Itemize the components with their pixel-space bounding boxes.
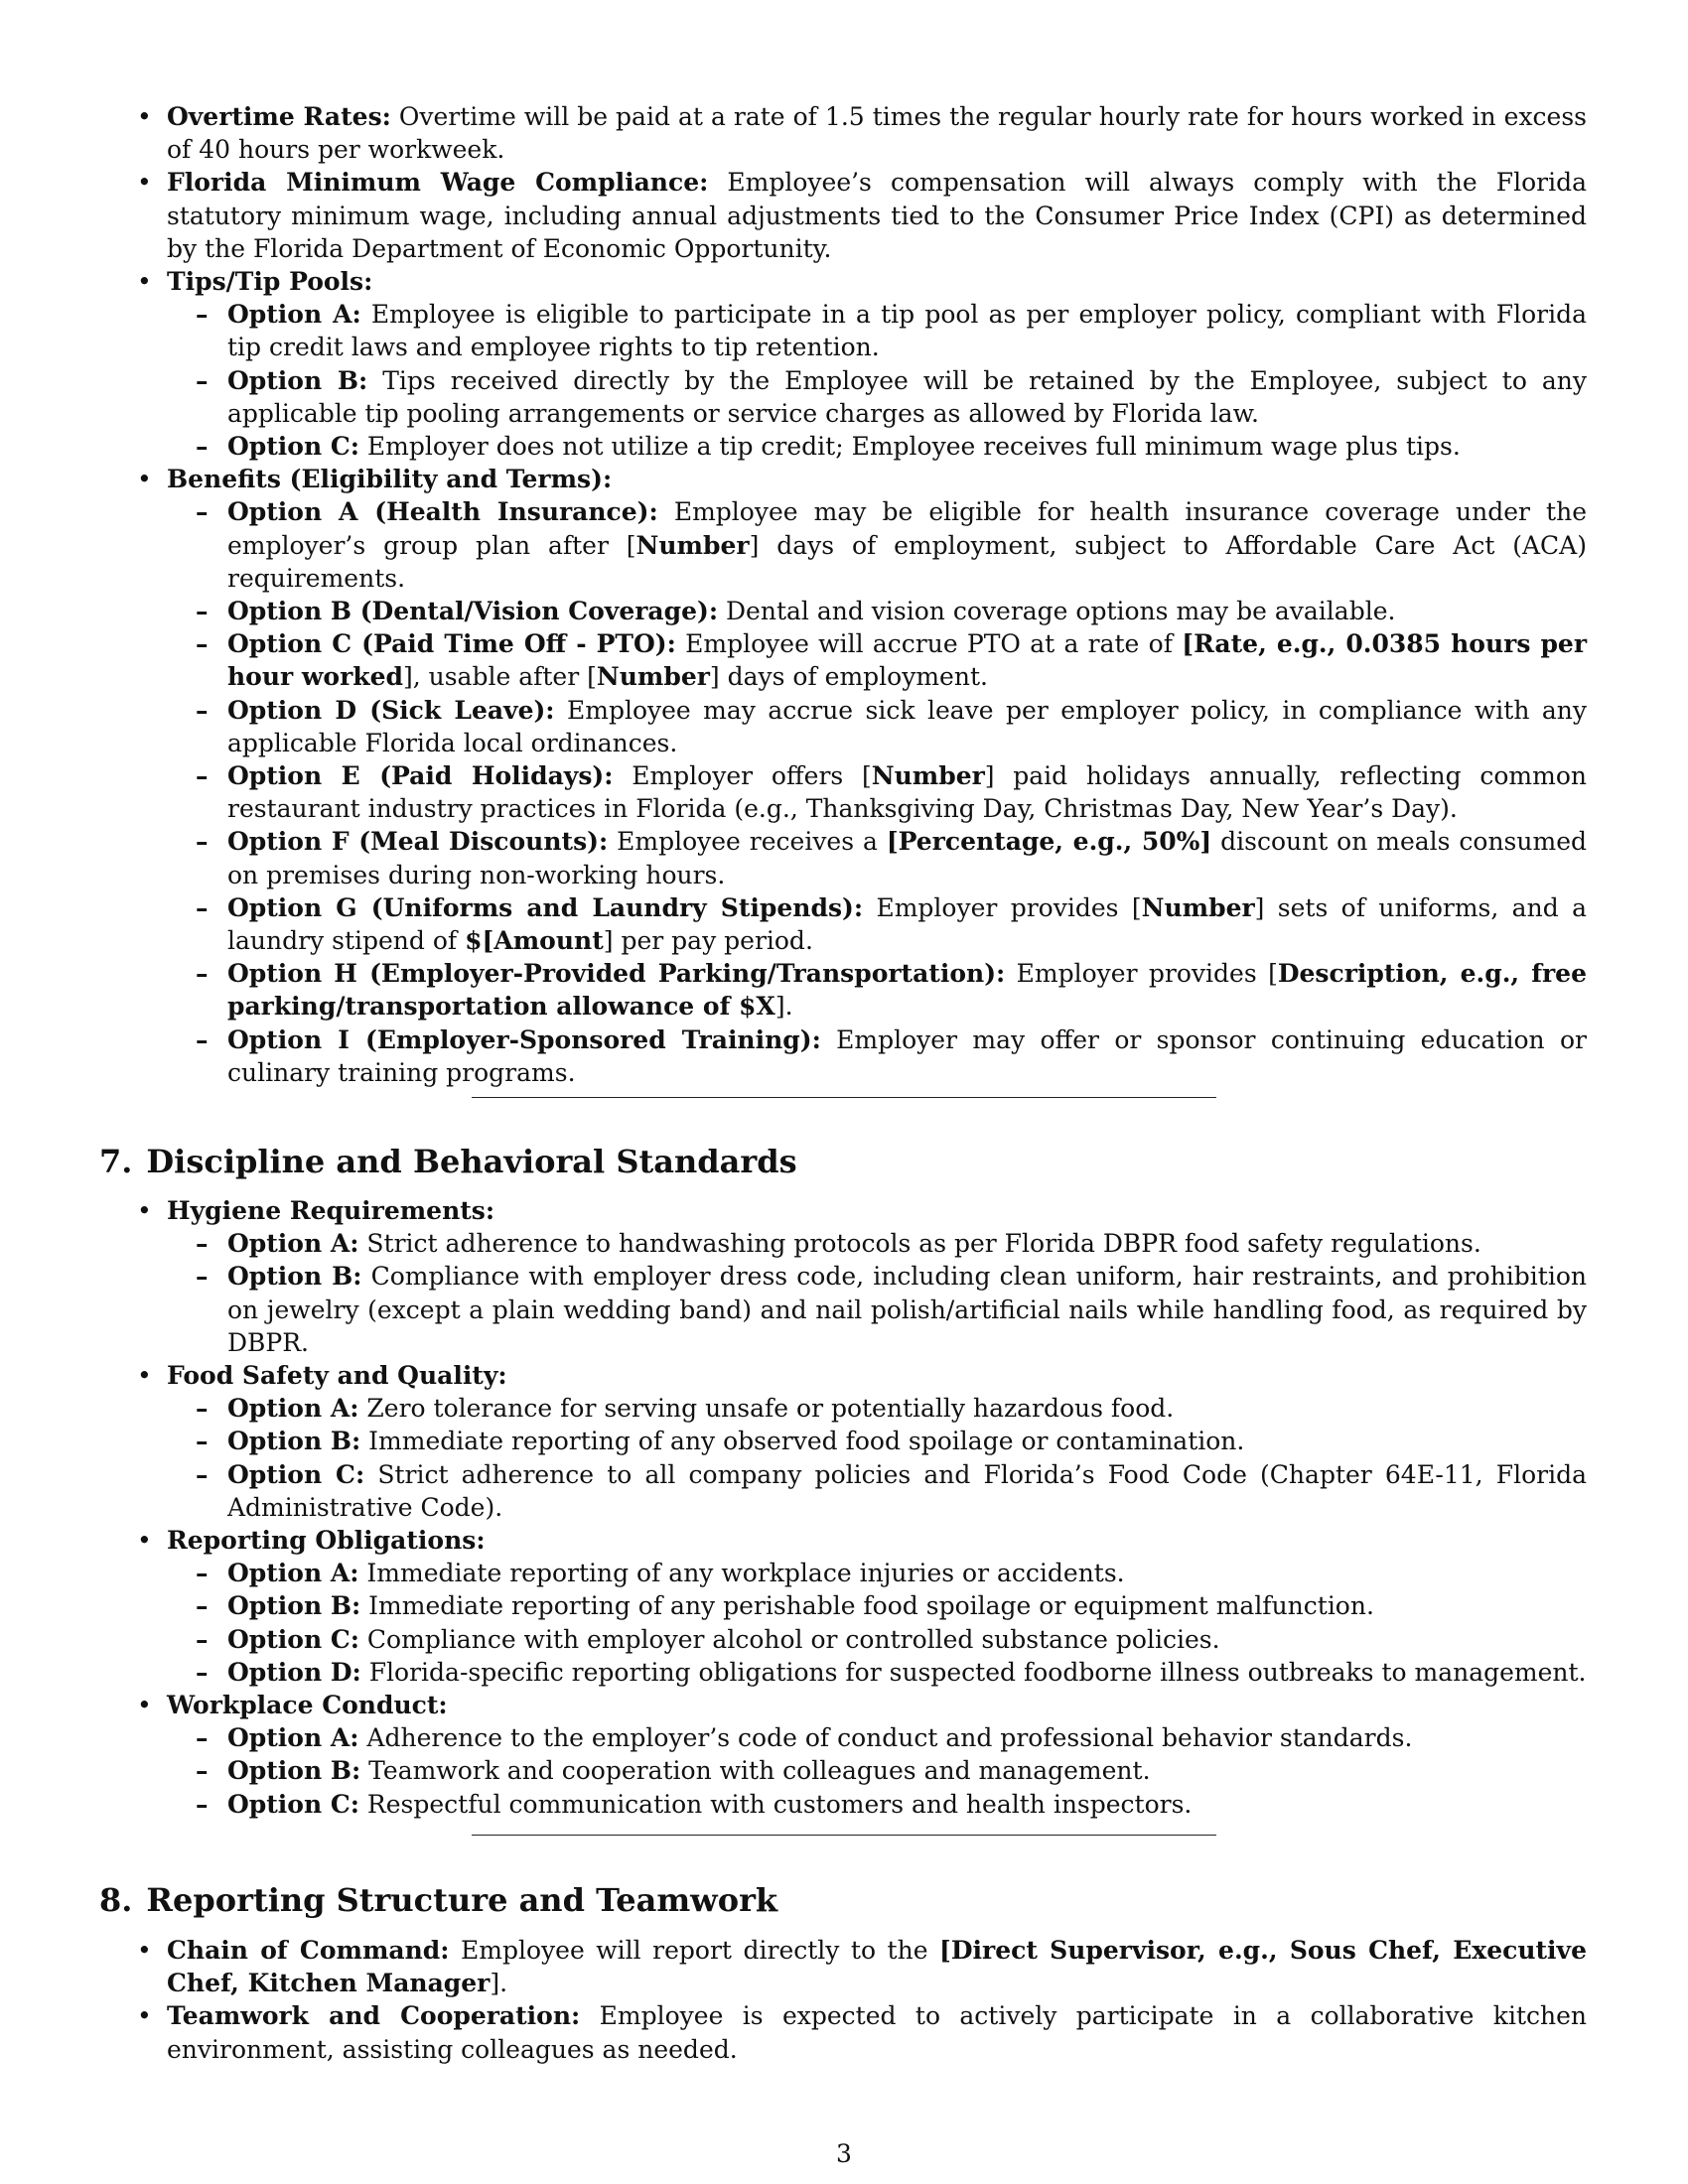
reporting-options: [167, 1557, 1587, 1689]
section-7-content: [167, 1194, 1587, 1821]
list-item: – Option A (Health Insurance): Employee may be eligible for health insurance coverage under the employer’s group plan after [Number] days of employment, subject to Affordable Care Act (ACA) requirements.: [227, 495, 1587, 595]
list-item: – Option C: Respectful communication with customers and health inspectors.: [227, 1788, 1587, 1821]
list-item-minimum-wage: • Florida Minimum Wage Compliance: Employee’s compensation will always comply with the Florida statutory minimum wage, including annual adjustments tied to the Consumer Price Index (CPI) as determined by the Florida Department of Economic Opportunity.: [167, 166, 1587, 265]
section-heading-7: 7. Discipline and Behavioral Standards: [99, 1143, 797, 1180]
list-item: – Option G (Uniforms and Laundry Stipends): Employer provides [Number] sets of uniforms, and a laundry stipend of $[Amount] per pay period.: [227, 891, 1587, 957]
list-item: – Option A: Employee is eligible to participate in a tip pool as per employer policy, compliant with Florida tip credit laws and employee rights to tip retention.: [227, 298, 1587, 363]
list-item-overtime-rates: • Overtime Rates: Overtime will be paid at a rate of 1.5 times the regular hourly rate for hours worked in excess of 40 hours per workweek.: [167, 100, 1587, 166]
list-item: – Option A: Strict adherence to handwashing protocols as per Florida DBPR food safety regulations.: [227, 1227, 1587, 1260]
list-item: – Option D (Sick Leave): Employee may accrue sick leave per employer policy, in compliance with any applicable Florida local ordinances.: [227, 694, 1587, 759]
list-item-tips: • Tips/Tip Pools: – Option A: Employee is eligible to participate in a tip pool as per employer policy, compliant with Florida tip credit laws and employee rights to tip retention. – Option B: Tips received directly by the Employee will be retained by the Employee, subject to any applicable tip pooling arrangements or service charges as allowed by Florida law. – Option C: Employer does not utilize a tip credit; Employee receives full minimum wage plus tips.: [167, 265, 1587, 463]
list-item-benefits: • Benefits (Eligibility and Terms): – Option A (Health Insurance): Employee may be eligible for health insurance coverage under the employer’s group plan after [Number] days of employment, subject to Affordable Care Act (ACA) requirements. – Option B (Dental/Vision Coverage): Dental and vision coverage options may be available. – Option C (Paid Time Off - PTO): Employee will accrue PTO at a rate of [Rate, e.g., 0.0385 hours per hour worked], usable after [Number] days of employment. – Option D (Sick Leave): Employee may accrue sick leave per employer policy, in compliance with any applicable Florida local ordinances. – Option E (Paid Holidays): Employer offers [Number] paid holidays annually, reflecting common restaurant industry practices in Florida (e.g., Thanksgiving Day, Christmas Day, New Year’s Day). – Option F (Meal Discounts): Employee receives a [Percentage, e.g., 50%] discount on meals consumed on premises during non-working hours. – Option G (Uniforms and Laundry Stipends): Employer provides [Number] sets of uniforms, and a laundry stipend of $[Amount] per pay period. – Option H (Employer-Provided Parking/Transportation): Employer provides [Description, e.g., free parking/transportation allowance of $X]. – Option I (Employer-Sponsored Training): Employer may offer or sponsor continuing education or culinary training programs.: [167, 463, 1587, 1089]
page-number: 3: [836, 2139, 852, 2168]
list-item: – Option A: Immediate reporting of any workplace injuries or accidents.: [227, 1557, 1587, 1589]
list-item-chain-of-command: • Chain of Command: Employee will report directly to the [Direct Supervisor, e.g., Sous Chef, Executive Chef, Kitchen Manager].: [167, 1934, 1587, 1999]
discipline-list: [167, 1194, 1587, 1821]
list-item: – Option D: Florida-specific reporting obligations for suspected foodborne illness outbreaks to management.: [227, 1656, 1587, 1689]
list-item-reporting: • Reporting Obligations: – Option A: Immediate reporting of any workplace injuries or accidents. – Option B: Immediate reporting of any perishable food spoilage or equipment malfunction. – Option C: Compliance with employer alcohol or controlled substance policies. – Option D: Florida-specific reporting obligations for suspected foodborne illness outbreaks to management.: [167, 1524, 1587, 1689]
benefits-options: [167, 495, 1587, 1089]
hygiene-options: [167, 1227, 1587, 1359]
list-item: – Option B: Immediate reporting of any observed food spoilage or contamination.: [227, 1425, 1587, 1457]
list-item: – Option I (Employer-Sponsored Training): Employer may offer or sponsor continuing education or culinary training programs.: [227, 1024, 1587, 1089]
list-item: – Option F (Meal Discounts): Employee receives a [Percentage, e.g., 50%] discount on meals consumed on premises during non-working hours.: [227, 825, 1587, 890]
section-heading-8: 8. Reporting Structure and Teamwork: [99, 1881, 778, 1919]
list-item: – Option A: Adherence to the employer’s code of conduct and professional behavior standards.: [227, 1721, 1587, 1754]
section-divider: [472, 1097, 1216, 1098]
food-safety-options: [167, 1392, 1587, 1524]
tips-options: [167, 298, 1587, 463]
section-8-content: [167, 1934, 1587, 2066]
list-item: – Option B: Tips received directly by the Employee will be retained by the Employee, subject to any applicable tip pooling arrangements or service charges as allowed by Florida law.: [227, 364, 1587, 430]
compensation-continued: [167, 100, 1587, 1089]
list-item: – Option B: Immediate reporting of any perishable food spoilage or equipment malfunction.: [227, 1589, 1587, 1622]
list-item: – Option B (Dental/Vision Coverage): Dental and vision coverage options may be available.: [227, 595, 1587, 627]
compensation-list: [167, 100, 1587, 1089]
reporting-structure-list: [167, 1934, 1587, 2066]
list-item-workplace-conduct: • Workplace Conduct: – Option A: Adherence to the employer’s code of conduct and professional behavior standards. – Option B: Teamwork and cooperation with colleagues and management. – Option C: Respectful communication with customers and health inspectors.: [167, 1689, 1587, 1821]
list-item-teamwork: • Teamwork and Cooperation: Employee is expected to actively participate in a collaborative kitchen environment, assisting colleagues as needed.: [167, 1999, 1587, 2065]
list-item: – Option C: Employer does not utilize a tip credit; Employee receives full minimum wage plus tips.: [227, 430, 1587, 463]
list-item-food-safety: • Food Safety and Quality: – Option A: Zero tolerance for serving unsafe or potentially hazardous food. – Option B: Immediate reporting of any observed food spoilage or contamination. – Option C: Strict adherence to all company policies and Florida’s Food Code (Chapter 64E-11, Florida Administrative Code).: [167, 1359, 1587, 1524]
list-item: – Option B: Teamwork and cooperation with colleagues and management.: [227, 1754, 1587, 1787]
list-item: – Option C: Strict adherence to all company policies and Florida’s Food Code (Chapter 64E-11, Florida Administrative Code).: [227, 1458, 1587, 1524]
list-item: – Option B: Compliance with employer dress code, including clean uniform, hair restraints, and prohibition on jewelry (except a plain wedding band) and nail polish/artificial nails while handling food, as required by DBPR.: [227, 1260, 1587, 1359]
list-item: – Option E (Paid Holidays): Employer offers [Number] paid holidays annually, reflecting common restaurant industry practices in Florida (e.g., Thanksgiving Day, Christmas Day, New Year’s Day).: [227, 759, 1587, 825]
list-item: – Option H (Employer-Provided Parking/Transportation): Employer provides [Description, e.g., free parking/transportation allowance of $X].: [227, 957, 1587, 1023]
conduct-options: [167, 1721, 1587, 1821]
list-item-hygiene: • Hygiene Requirements: – Option A: Strict adherence to handwashing protocols as per Florida DBPR food safety regulations. – Option B: Compliance with employer dress code, including clean uniform, hair restraints, and prohibition on jewelry (except a plain wedding band) and nail polish/artificial nails while handling food, as required by DBPR.: [167, 1194, 1587, 1359]
section-divider: [472, 1835, 1216, 1836]
list-item: – Option A: Zero tolerance for serving unsafe or potentially hazardous food.: [227, 1392, 1587, 1425]
list-item: – Option C: Compliance with employer alcohol or controlled substance policies.: [227, 1623, 1587, 1656]
list-item: – Option C (Paid Time Off - PTO): Employee will accrue PTO at a rate of [Rate, e.g., 0.0385 hours per hour worked], usable after [Number] days of employment.: [227, 627, 1587, 693]
